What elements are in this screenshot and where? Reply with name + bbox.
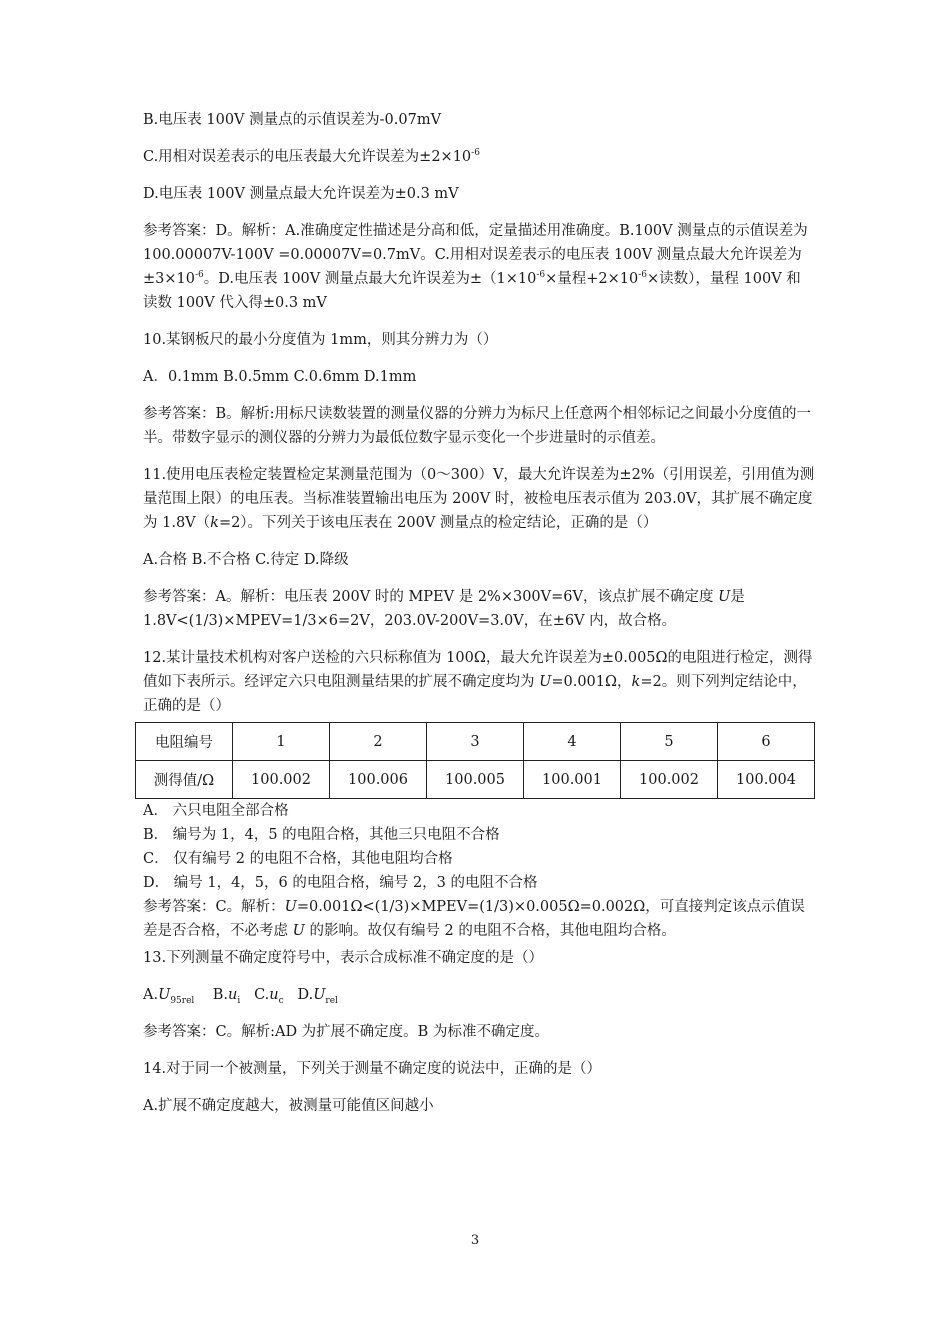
option-c-subscript: c	[278, 995, 284, 1006]
question-10-options: A．0.1mm B.0.5mm C.0.6mm D.1mm	[143, 369, 417, 385]
table-cell: 6	[718, 723, 815, 761]
answer-9-text-4: ×读数），量程 100V 和读数 100V 代入得±0.3 mV	[143, 271, 801, 311]
table-cell: 100.002	[621, 761, 718, 799]
answer-12	[143, 895, 815, 943]
answer-9-text-3: ×量程+2×10	[545, 271, 639, 287]
question-12-option-d: D． 编号 1，4，5，6 的电阻合格，编号 2，3 的电阻不合格	[143, 875, 538, 891]
question-12-text-1: 12.某计量技术机构对客户送检的六只标称值为 100Ω，最大允许误差为±0.005Ω的电阻进行检定，测得值如下表所示。经评定六只电阻测量结果的扩展不确定度均为	[143, 650, 813, 690]
answer-12-U1: U	[284, 899, 297, 915]
answer-9-exp-3: -6	[638, 270, 648, 281]
option-c-text: C.用相对误差表示的电压表最大允许误差为±2×10	[143, 149, 472, 165]
table-cell: 2	[330, 723, 427, 761]
option-a-label: A.	[143, 987, 159, 1003]
question-11-options: A.合格 B.不合格 C.待定 D.降级	[143, 552, 349, 568]
table-cell: 3	[427, 723, 524, 761]
question-11-k: k	[210, 515, 219, 531]
table-cell: 1	[233, 723, 330, 761]
answer-12-text-3: 的影响。故仅有编号 2 的电阻不合格，其他电阻均合格。	[304, 923, 676, 939]
option-c-exponent: -6	[471, 148, 480, 159]
question-14: 14.对于同一个被测量，下列关于测量不确定度的说法中，正确的是（）	[143, 1061, 602, 1077]
answer-12-U2: U	[292, 923, 305, 939]
resistor-table	[135, 722, 815, 799]
question-12-text-2: =0.001Ω，	[551, 674, 632, 690]
option-b-label: B.	[212, 987, 228, 1003]
table-cell: 100.001	[524, 761, 621, 799]
question-12	[143, 646, 815, 718]
table-row-numbers	[136, 723, 815, 761]
table-cell: 100.002	[233, 761, 330, 799]
table-cell: 5	[621, 723, 718, 761]
answer-11	[143, 585, 815, 633]
table-cell: 4	[524, 723, 621, 761]
question-12-option-a: A． 六只电阻全部合格	[143, 803, 289, 819]
option-d-subscript: rel	[325, 995, 338, 1006]
question-13-options	[143, 983, 815, 1007]
question-13: 13.下列测量不确定度符号中，表示合成标准不确定度的是（）	[143, 950, 544, 966]
answer-9	[143, 219, 815, 315]
question-12-option-c: C． 仅有编号 2 的电阻不合格，其他电阻均合格	[143, 851, 453, 867]
option-d-symbol: U	[313, 987, 326, 1003]
answer-9-exp-1: -6	[194, 270, 204, 281]
table-header-cell: 电阻编号	[136, 723, 233, 761]
option-c-symbol: u	[269, 987, 279, 1003]
table-cell: 100.006	[330, 761, 427, 799]
option-b-symbol: u	[228, 987, 238, 1003]
question-11-text-1: 11.使用电压表检定装置检定某测量范围为（0～300）V，最大允许误差为±2%（引用误差，引用值为测量范围上限）的电压表。当标准装置输出电压为 200V 时，被检电压表示值为 203.0V，其扩展不确定度为 1.8V（	[143, 467, 815, 531]
answer-11-U: U	[718, 589, 731, 605]
question-11	[143, 463, 815, 535]
question-12-option-b: B． 编号为 1，4，5 的电阻合格，其他三只电阻不合格	[143, 827, 500, 843]
answer-13: 参考答案：C。解析:AD 为扩展不确定度。B 为标准不确定度。	[143, 1024, 549, 1040]
question-14-option-a: A.扩展不确定度越大，被测量可能值区间越小	[143, 1098, 434, 1114]
answer-12-text-1: 参考答案：C。解析：	[143, 899, 285, 915]
answer-11-text-2: 是 1.8V<(1/3)×MPEV=1/3×6=2V，203.0V-200V=3.0V，在±6V 内，故合格。	[143, 589, 745, 629]
table-header-cell: 测得值/Ω	[136, 761, 233, 799]
question-12-text-3: =2。则下列判定结论中，正确的是（）	[143, 674, 807, 714]
answer-10: 参考答案：B。解析:用标尺读数装置的测量仪器的分辨力为标尺上任意两个相邻标记之间最小分度值的一半。带数字显示的测仪器的分辨力为最低位数字显示变化一个步进量时的示值差。	[143, 406, 812, 446]
answer-9-text-2: 。D.电压表 100V 测量点最大允许误差为±（1×10	[203, 271, 537, 287]
answer-12-text-2: =0.001Ω<(1/3)×MPEV=(1/3)×0.005Ω=0.002Ω，可直接判定该点示值误差是否合格，不必考虑	[143, 899, 805, 939]
table-row-values	[136, 761, 815, 799]
option-a-subscript: 95rel	[170, 995, 195, 1006]
option-d-label: D.	[297, 987, 314, 1003]
page-number: 3	[470, 1233, 480, 1248]
document-page	[143, 108, 815, 1118]
answer-9-text-1: 参考答案：D。解析：A.准确度定性描述是分高和低，定量描述用准确度。B.100V 测量点的示值误差为 100.00007V-100V =0.00007V=0.7mV。C.用相对误差表示的电压表 100V 测量点最大允许误差为±3×10	[143, 223, 808, 287]
option-d-line: D.电压表 100V 测量点最大允许误差为±0.3 mV	[143, 186, 459, 202]
question-12-k: k	[631, 674, 641, 690]
table-cell: 100.005	[427, 761, 524, 799]
option-a-symbol: U	[158, 987, 171, 1003]
option-b-line: B.电压表 100V 测量点的示值误差为-0.07mV	[143, 112, 442, 128]
question-10: 10.某钢板尺的最小分度值为 1mm，则其分辨力为（）	[143, 332, 498, 348]
answer-9-exp-2: -6	[536, 270, 546, 281]
question-11-text-2: =2）。下列关于该电压表在 200V 测量点的检定结论，正确的是（）	[218, 515, 658, 531]
option-b-subscript: i	[237, 995, 241, 1006]
question-12-U: U	[539, 674, 552, 690]
option-c-label: C.	[254, 987, 270, 1003]
option-c-line	[143, 145, 815, 169]
table-cell: 100.004	[718, 761, 815, 799]
answer-11-text-1: 参考答案：A。解析：电压表 200V 时的 MPEV 是 2%×300V=6V，该点扩展不确定度	[143, 589, 719, 605]
